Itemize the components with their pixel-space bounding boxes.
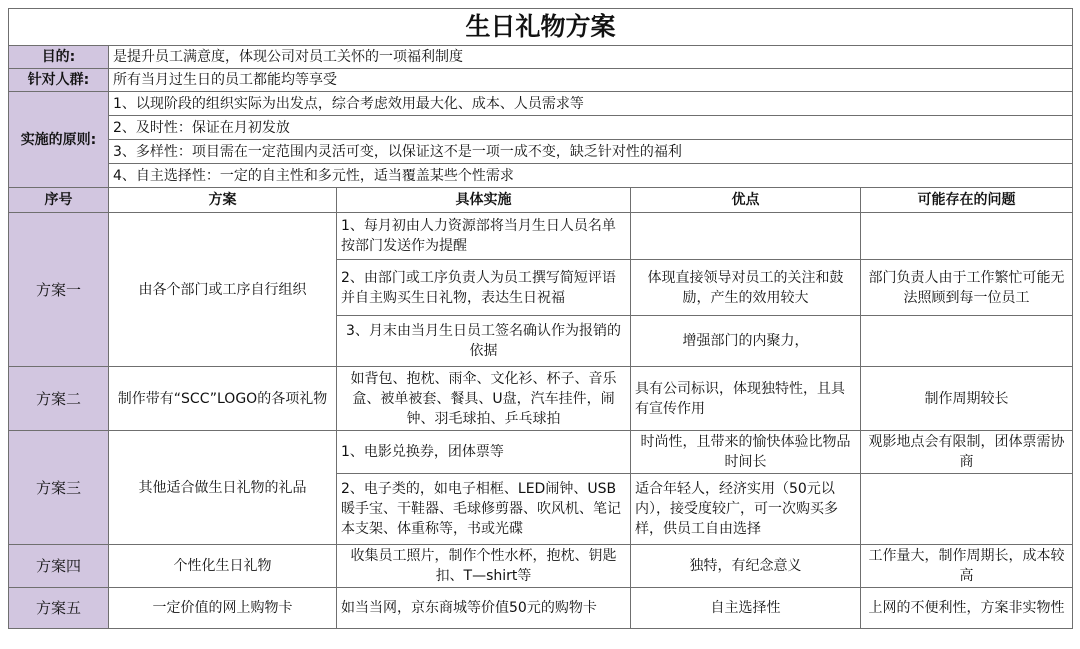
plan-id: 方案四 — [9, 545, 109, 588]
plan-impl: 如当当网，京东商城等价值50元的购物卡 — [337, 588, 631, 629]
plan-pros: 增强部门的内聚力， — [631, 316, 861, 367]
purpose-text: 是提升员工满意度，体现公司对员工关怀的一项福利制度 — [109, 46, 1073, 69]
plan-id: 方案五 — [9, 588, 109, 629]
plan-impl: 2、由部门或工序负责人为员工撰写简短评语并自主购买生日礼物，表达生日祝福 — [337, 260, 631, 316]
table-row — [9, 431, 1073, 474]
plan-pros — [631, 213, 861, 260]
principle-row — [9, 164, 1073, 188]
plan-cons: 上网的不便利性，方案非实物性 — [861, 588, 1073, 629]
principle-item: 4、自主选择性：一定的自主性和多元性，适当覆盖某些个性需求 — [109, 164, 1073, 188]
target-row — [9, 69, 1073, 92]
target-label: 针对人群: — [9, 69, 109, 92]
plan-cons: 制作周期较长 — [861, 367, 1073, 431]
plan-pros: 适合年轻人，经济实用（50元以内），接受度较广，可一次购买多样，供员工自由选择 — [631, 474, 861, 545]
plan-pros: 具有公司标识，体现独特性，且具有宣传作用 — [631, 367, 861, 431]
target-text: 所有当月过生日的员工都能均等享受 — [109, 69, 1073, 92]
header-issues: 可能存在的问题 — [861, 188, 1073, 213]
plan-pros: 体现直接领导对员工的关注和鼓励，产生的效用较大 — [631, 260, 861, 316]
plan-name: 制作带有“SCC”LOGO的各项礼物 — [109, 367, 337, 431]
plan-id: 方案三 — [9, 431, 109, 545]
plan-impl: 2、电子类的，如电子相框、LED闹钟、USB暖手宝、干鞋器、毛球修剪器、吹风机、笔记本支架、体重称等，书或光碟 — [337, 474, 631, 545]
header-plan: 方案 — [109, 188, 337, 213]
plan-cons: 工作量大，制作周期长，成本较高 — [861, 545, 1073, 588]
table-row — [9, 367, 1073, 431]
plan-impl: 1、每月初由人力资源部将当月生日人员名单按部门发送作为提醒 — [337, 213, 631, 260]
principles-label: 实施的原则: — [9, 92, 109, 188]
table-row — [9, 588, 1073, 629]
birthday-gift-plan-table — [8, 8, 1073, 629]
plan-name: 其他适合做生日礼物的礼品 — [109, 431, 337, 545]
plan-name: 一定价值的网上购物卡 — [109, 588, 337, 629]
principle-item: 2、及时性：保证在月初发放 — [109, 116, 1073, 140]
plan-pros: 独特，有纪念意义 — [631, 545, 861, 588]
plan-id: 方案二 — [9, 367, 109, 431]
plan-name: 由各个部门或工序自行组织 — [109, 213, 337, 367]
principle-row — [9, 140, 1073, 164]
header-row — [9, 188, 1073, 213]
principle-row — [9, 116, 1073, 140]
table-row — [9, 213, 1073, 260]
plan-pros: 时尚性，且带来的愉快体验比物品时间长 — [631, 431, 861, 474]
purpose-row — [9, 46, 1073, 69]
plan-impl: 如背包、抱枕、雨伞、文化衫、杯子、音乐盒、被单被套、餐具、U盘，汽车挂件，闹钟、羽毛球拍、乒乓球拍 — [337, 367, 631, 431]
purpose-label: 目的: — [9, 46, 109, 69]
plan-cons — [861, 213, 1073, 260]
header-index: 序号 — [9, 188, 109, 213]
plan-impl: 1、电影兑换券，团体票等 — [337, 431, 631, 474]
plan-name: 个性化生日礼物 — [109, 545, 337, 588]
header-implementation: 具体实施 — [337, 188, 631, 213]
plan-cons — [861, 474, 1073, 545]
table-row — [9, 545, 1073, 588]
principle-item: 3、多样性：项目需在一定范围内灵活可变，以保证这不是一项一成不变，缺乏针对性的福利 — [109, 140, 1073, 164]
plan-pros: 自主选择性 — [631, 588, 861, 629]
plan-cons: 观影地点会有限制，团体票需协商 — [861, 431, 1073, 474]
plan-id: 方案一 — [9, 213, 109, 367]
plan-impl: 收集员工照片，制作个性水杯，抱枕、钥匙扣、T—shirt等 — [337, 545, 631, 588]
principle-item: 1、以现阶段的组织实际为出发点，综合考虑效用最大化、成本、人员需求等 — [109, 92, 1073, 116]
plan-cons — [861, 316, 1073, 367]
principle-row — [9, 92, 1073, 116]
header-pros: 优点 — [631, 188, 861, 213]
title-row — [9, 9, 1073, 46]
sheet-title: 生日礼物方案 — [9, 9, 1073, 46]
plan-cons: 部门负责人由于工作繁忙可能无法照顾到每一位员工 — [861, 260, 1073, 316]
plan-impl: 3、月末由当月生日员工签名确认作为报销的依据 — [337, 316, 631, 367]
